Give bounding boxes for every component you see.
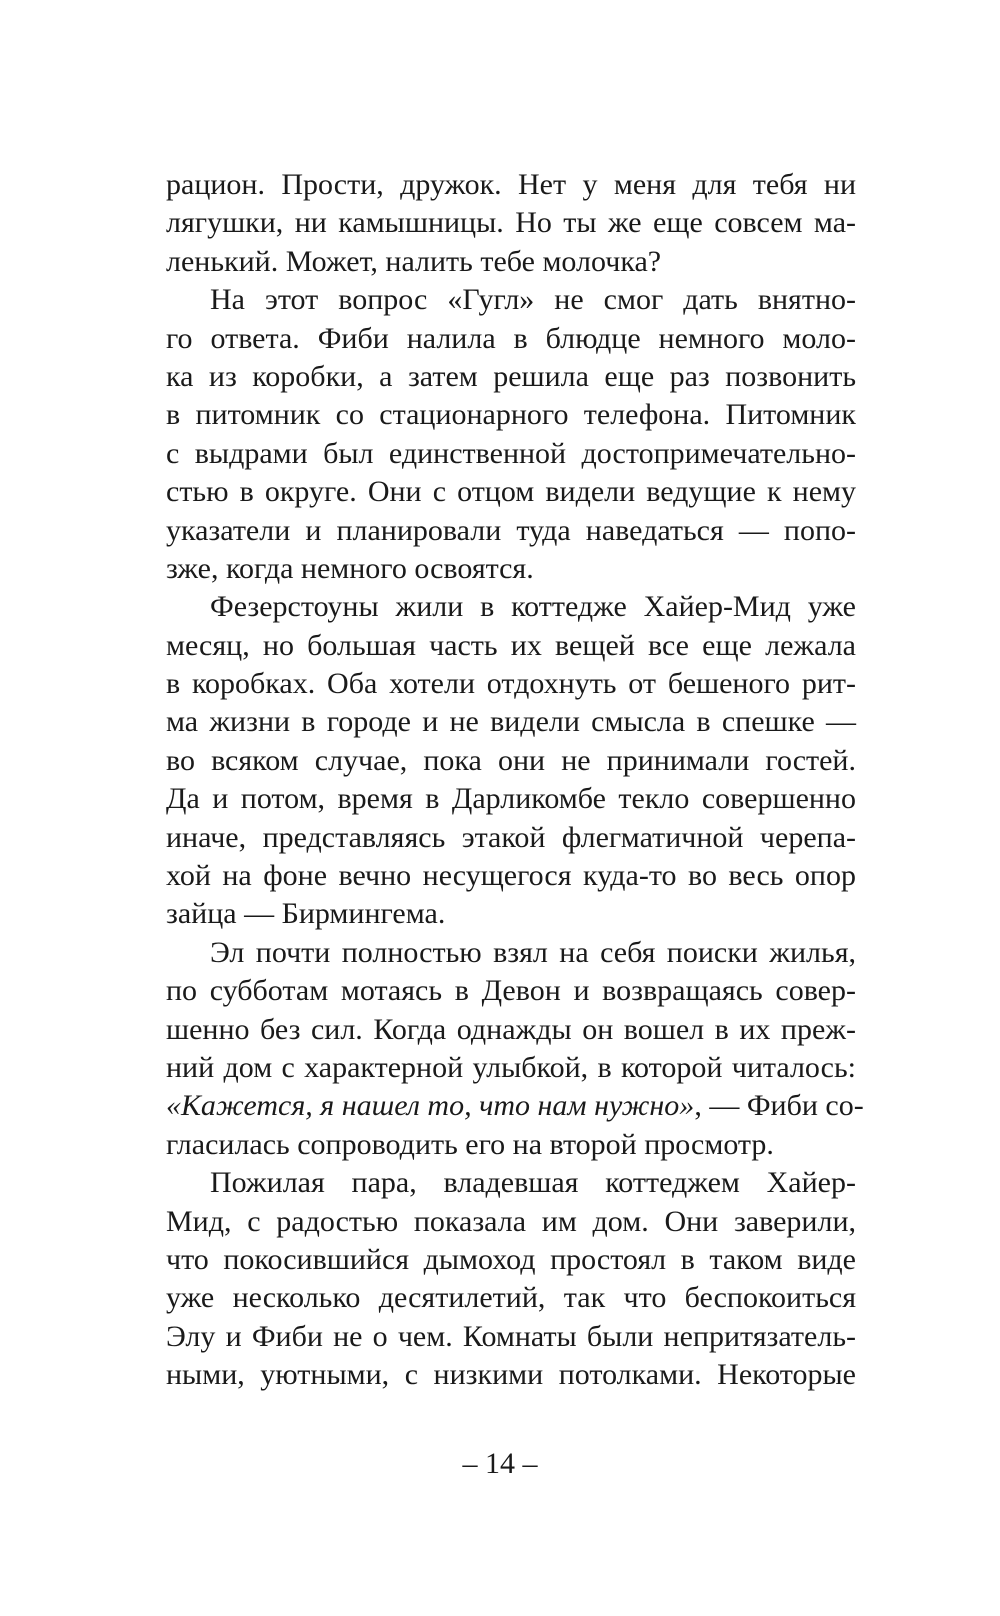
text-line: гласилась сопроводить его на второй просмотр. <box>166 1127 774 1161</box>
text-line: лягушки, ни камышницы. Но ты же еще совсем ма- <box>166 206 856 240</box>
text-line: в коробках. Оба хотели отдохнуть от бешеного рит- <box>166 667 856 701</box>
text-line: ными, уютными, с низкими потолками. Некоторые <box>166 1358 856 1392</box>
text-line: рацион. Прости, дружок. Нет у меня для тебя ни <box>166 168 856 201</box>
text-line: во всяком случае, пока они не принимали гостей. <box>166 743 856 777</box>
text-line: ний дом с характерной улыбкой, в которой читалось: <box>166 1050 856 1084</box>
text-line: иначе, представляясь этакой флегматичной черепа- <box>166 820 856 854</box>
text-line: ка из коробки, а затем решила еще раз позвонить <box>166 359 856 393</box>
text-line: зже, когда немного освоятся. <box>166 551 534 585</box>
text-line: Пожилая пара, владевшая коттеджем Хайер- <box>210 1166 856 1200</box>
text-line: ленький. Может, налить тебе молочка? <box>166 244 662 278</box>
text-line: хой на фоне вечно несущегося куда-то во весь опор <box>166 859 856 893</box>
text-line: в питомник со стационарного телефона. Питомник <box>166 398 856 432</box>
text-line: Да и потом, время в Дарликомбе текло совершенно <box>166 782 856 816</box>
text-line: с выдрами был единственной достопримечательно- <box>166 436 856 470</box>
text-line: Фезерстоуны жили в коттедже Хайер-Мид уже <box>210 590 856 624</box>
page-number: – 14 – <box>462 1447 538 1480</box>
text-line: Элу и Фиби не о чем. Комнаты были непритязатель- <box>166 1319 856 1353</box>
text-line: указатели и планировали туда наведаться — попо- <box>166 513 856 547</box>
text-line: Эл почти полностью взял на себя поиски жилья, <box>210 935 856 969</box>
text-line: Мид, с радостью показала им дом. Они заверили, <box>166 1204 856 1238</box>
italic-quote: «Кажется, я нашел то, что нам нужно» <box>166 1089 695 1123</box>
text-fragment: , — Фиби со- <box>694 1089 864 1123</box>
body-text <box>166 166 864 1395</box>
text-line: ма жизни в городе и не видели смысла в спешке — <box>166 705 856 739</box>
text-line: по субботам мотаясь в Девон и возвращаясь совер- <box>166 974 856 1008</box>
text-line: На этот вопрос «Гугл» не смог дать внятно- <box>210 283 856 317</box>
text-line: го ответа. Фиби налила в блюдце немного моло- <box>166 321 856 355</box>
text-line: зайца — Бирмингема. <box>166 897 446 931</box>
text-line-with-italic <box>166 1087 864 1125</box>
text-line: месяц, но большая часть их вещей все еще лежала <box>166 628 856 662</box>
text-line: стью в округе. Они с отцом видели ведущие к нему <box>166 475 856 509</box>
text-line: уже несколько десятилетий, так что беспокоиться <box>166 1281 856 1315</box>
text-line: шенно без сил. Когда однажды он вошел в их преж- <box>166 1012 856 1046</box>
text-line: что покосившийся дымоход простоял в таком виде <box>166 1242 856 1276</box>
